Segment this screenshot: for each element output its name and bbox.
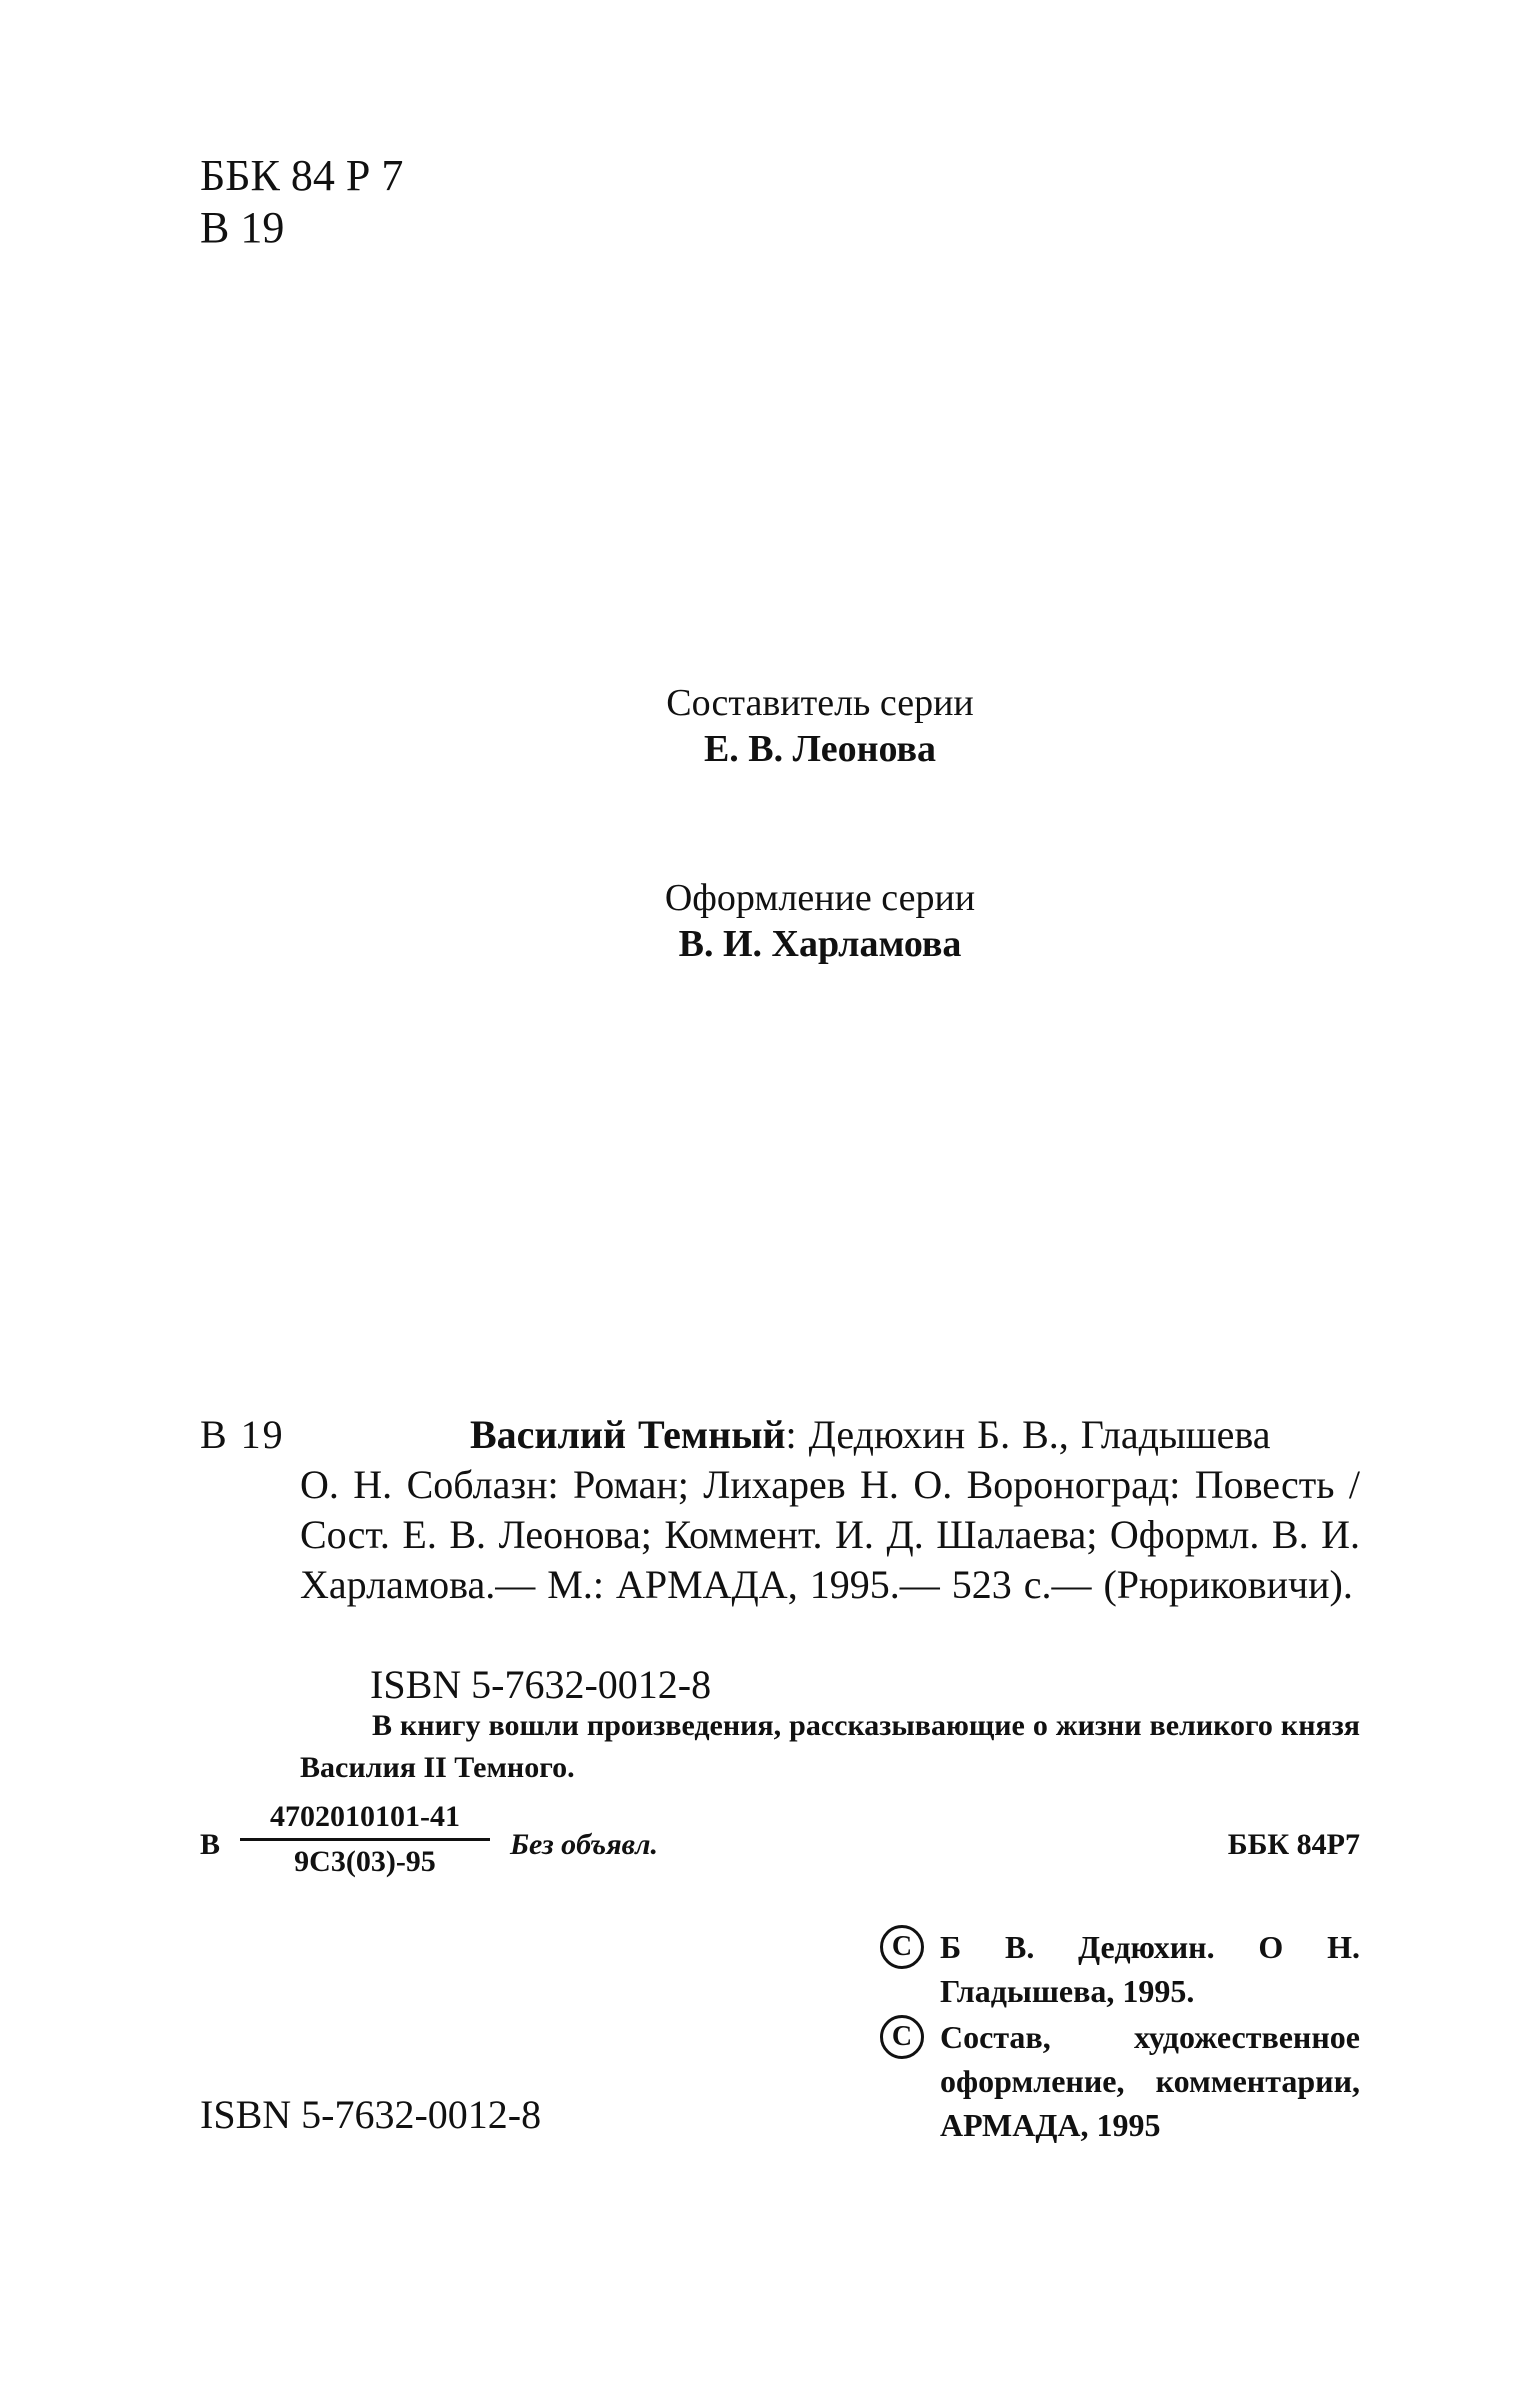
- index-fraction: [240, 1800, 490, 1879]
- author-mark: В 19: [200, 203, 285, 252]
- copyright-icon: С: [880, 1925, 924, 1969]
- index-denominator: 9С3(03)-95: [294, 1845, 436, 1878]
- catalog-entry-text: [300, 1410, 1360, 1610]
- series-design-credit: [520, 875, 1120, 967]
- catalog-entry-first-line: [300, 1410, 1360, 1460]
- copyright-icon: С: [880, 2015, 924, 2059]
- bbk-code: ББК 84 Р 7: [200, 151, 404, 200]
- catalog-entry-isbn: ISBN 5-7632-0012-8: [370, 1662, 712, 1707]
- credit-role: Оформление серии: [664, 877, 976, 919]
- index-prefix: В: [200, 1828, 221, 1861]
- series-compiler-credit: [520, 680, 1120, 772]
- index-numerator: 4702010101-41: [240, 1800, 490, 1841]
- bbk-header: [200, 150, 403, 254]
- index-bbk-code: ББК 84Р7: [1227, 1828, 1360, 1861]
- book-title: Василий Темный: [470, 1412, 786, 1457]
- credit-name: Е. В. Леонова: [703, 728, 937, 770]
- credit-role: Составитель серии: [666, 682, 974, 724]
- annotation: [300, 1705, 1360, 1789]
- catalog-entry-code: В 19: [200, 1412, 285, 1457]
- credit-name: В. И. Харламова: [678, 923, 962, 965]
- annotation-text: В книгу вошли произведения, рассказывающие о жизни великого князя Василия II Темного.: [300, 1709, 1360, 1784]
- copyright-text: Б В. Дедюхин. О Н. Гладышева, 1995.: [940, 1929, 1360, 2009]
- isbn: ISBN 5-7632-0012-8: [200, 2092, 542, 2137]
- catalog-entry-body: О. Н. Соблазн: Роман; Лихарев Н. О. Вороноград: Повесть / Сост. Е. В. Леонова; Коммент. И. Д. Шалаева; Оформл. В. И. Харламова.— М.: АРМАДА, 1995.— 523 с.— (Рюриковичи).: [300, 1462, 1360, 1607]
- copyright-text: Состав, художественное оформление, комментарии, АРМАДА, 1995: [940, 2019, 1360, 2143]
- publication-index: [200, 1800, 1360, 1910]
- no-announcement-note: Без объявл.: [510, 1828, 658, 1861]
- catalog-entry-authors: : Дедюхин Б. В., Гладышева: [785, 1412, 1271, 1457]
